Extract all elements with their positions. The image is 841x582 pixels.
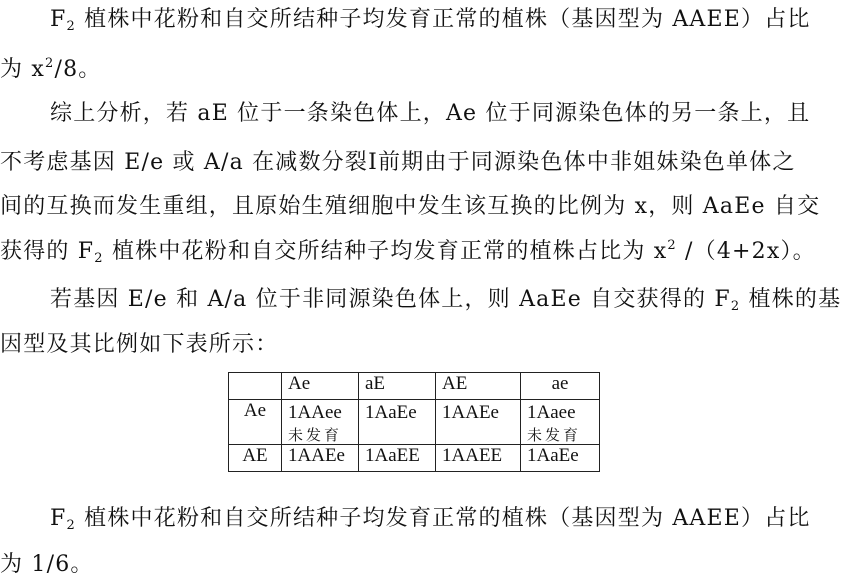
table-cell (436, 400, 521, 445)
table-row-label: AE (229, 445, 282, 472)
table-cell (359, 400, 436, 445)
table-cell (521, 400, 600, 445)
cell-note: 未发育 (527, 426, 582, 444)
cell-value: 1AaEe (365, 402, 417, 423)
paragraph-2-line-4: 获得的 $F_2$ 植株中花粉和自交所结种子均发育正常的植株占比为 $x^2$ /（4+2x）。 (0, 238, 816, 266)
paragraph-3-line-2: 因型及其比例如下表所示： (0, 332, 279, 357)
table-cell: 1AaEe (521, 445, 600, 472)
table-header-cell: Ae (282, 373, 359, 400)
table-corner-cell (229, 373, 282, 400)
table-row (229, 400, 600, 445)
cell-value: 1AAEe (442, 402, 499, 423)
cell-note: 未发育 (288, 426, 343, 444)
table-header-row (229, 373, 600, 400)
table-header-cell: aE (359, 373, 436, 400)
table-cell (282, 400, 359, 445)
paragraph-2-line-1: 综上分析，若 aE 位于一条染色体上，Ae 位于同源染色体的另一条上，且 (50, 101, 811, 126)
table-cell: 1AaEE (359, 445, 436, 472)
genotype-table (228, 372, 600, 472)
table-header-cell: ae (521, 373, 600, 400)
paragraph-1-line-2: 为 $x^2/8$。 (0, 56, 102, 82)
paragraph-3-line-1: 若基因 E/e 和 A/a 位于非同源染色体上，则 AaEe 自交获得的 $F_2$ 植株的基 (50, 287, 841, 314)
table-row (229, 445, 600, 472)
paragraph-2-line-3: 间的互换而发生重组，且原始生殖细胞中发生该互换的比例为 x，则 AaEe 自交 (0, 194, 821, 219)
paragraph-4-line-1: $F_2$ 植株中花粉和自交所结种子均发育正常的植株（基因型为 AAEE）占比 (50, 506, 811, 533)
paragraph-4-line-2: 为 1/6。 (0, 552, 94, 577)
cell-value: 1Aaee (527, 402, 576, 423)
cell-value: 1AAee (288, 402, 342, 423)
paragraph-1-line-1: $F_2$ 植株中花粉和自交所结种子均发育正常的植株（基因型为 AAEE）占比 (50, 7, 811, 34)
table-cell: 1AAEe (282, 445, 359, 472)
table-cell: 1AAEE (436, 445, 521, 472)
paragraph-2-line-2: 不考虑基因 E/e 或 A/a 在减数分裂Ⅰ前期由于同源染色体中非姐妹染色单体之 (0, 150, 796, 175)
table-header-cell: AE (436, 373, 521, 400)
table-row-label: Ae (229, 400, 282, 445)
